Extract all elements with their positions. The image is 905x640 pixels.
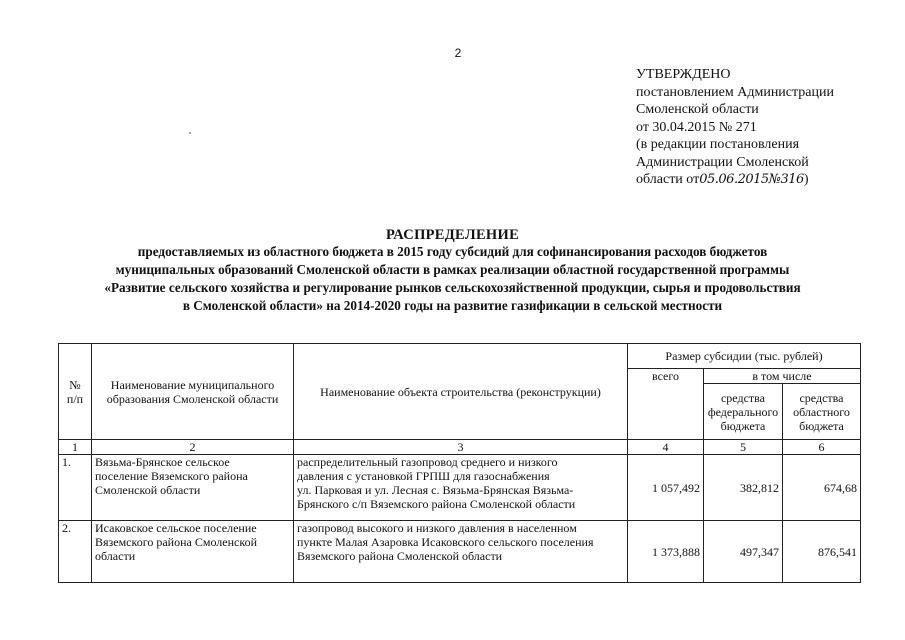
row-no: 1. xyxy=(59,455,92,521)
row-no: 2. xyxy=(59,521,92,583)
approval-line: Смоленской области xyxy=(636,102,759,117)
column-number: 4 xyxy=(628,440,704,455)
row-total: 1 057,492 xyxy=(628,455,704,521)
document-title: РАСПРЕДЕЛЕНИЕ xyxy=(385,227,520,243)
approval-stamp xyxy=(636,66,896,189)
row-object: газопровод высокого и низкого давления в населенном пункте Малая Азаровка Исаковского сельского поселения Вяземского района Смоленской области xyxy=(294,521,628,583)
row-regional: 674,68 xyxy=(783,455,861,521)
row-federal: 382,812 xyxy=(704,455,783,521)
header-subsidy: Размер субсидии (тыс. рублей) xyxy=(628,344,861,369)
row-total: 1 373,888 xyxy=(628,521,704,583)
row-federal: 497,347 xyxy=(704,521,783,583)
header-federal: средства федерального бюджета xyxy=(704,384,783,440)
page-number: 2 xyxy=(454,46,462,60)
row-municipality: Вязьма-Брянское сельское поселение Вяземского района Смоленской области xyxy=(92,455,294,521)
handwritten-number: 316 xyxy=(780,172,804,187)
close-paren: ) xyxy=(803,172,809,187)
approval-line: от 30.04.2015 № 271 xyxy=(636,119,757,135)
approval-line: (в редакции постановления xyxy=(636,137,800,152)
subtitle-line: в Смоленской области» на 2014-2020 годы на развитие газификации в сельской местности xyxy=(182,298,723,313)
subtitle-line: предоставляемых из областного бюджета в 2015 году субсидий для софинансирования расходов бюджетов xyxy=(137,244,768,259)
approval-prefix: области от xyxy=(636,172,700,187)
header-including: в том числе xyxy=(704,369,861,384)
approval-line: Администрации Смоленской xyxy=(636,154,809,170)
approval-line-last xyxy=(636,171,896,189)
header-total: всего xyxy=(628,369,704,440)
column-number: 1 xyxy=(59,440,92,455)
table-row xyxy=(59,521,861,583)
column-number: 6 xyxy=(783,440,861,455)
handwritten-date: 05.06.2015 xyxy=(699,172,769,187)
table-row xyxy=(59,455,861,521)
subtitle-line: муниципальных образований Смоленской области в рамках реализации областной государственной программы xyxy=(115,262,790,277)
approval-line: УТВЕРЖДЕНО xyxy=(636,67,731,82)
document-subtitle xyxy=(40,243,865,315)
header-municipality: Наименование муниципального образования Смоленской области xyxy=(92,344,294,440)
header-no: № п/п xyxy=(59,344,92,440)
subsidy-table xyxy=(58,343,861,583)
scan-speck xyxy=(189,132,191,134)
header-object: Наименование объекта строительства (реконструкции) xyxy=(294,344,628,440)
header-regional: средства областного бюджета xyxy=(783,384,861,440)
subtitle-line: «Развитие сельского хозяйства и регулирование рынков сельскохозяйственной продукции, сырья и продовольствия xyxy=(104,280,801,295)
row-regional: 876,541 xyxy=(783,521,861,583)
row-municipality: Исаковское сельское поселение Вяземского района Смоленской области xyxy=(92,521,294,583)
column-number: 2 xyxy=(92,440,294,455)
approval-line: постановлением Администрации xyxy=(636,84,834,100)
row-object: распределительный газопровод среднего и низкого давления с установкой ГРПШ для газоснабжения ул. Парковая и ул. Лесная с. Вязьма-Брянская Вязьма- Брянского с/п Вяземского района Смоленской области xyxy=(294,455,628,521)
column-number: 3 xyxy=(294,440,628,455)
column-numbers-row xyxy=(59,440,861,455)
handwritten-no-sign: № xyxy=(768,172,781,187)
column-number: 5 xyxy=(704,440,783,455)
